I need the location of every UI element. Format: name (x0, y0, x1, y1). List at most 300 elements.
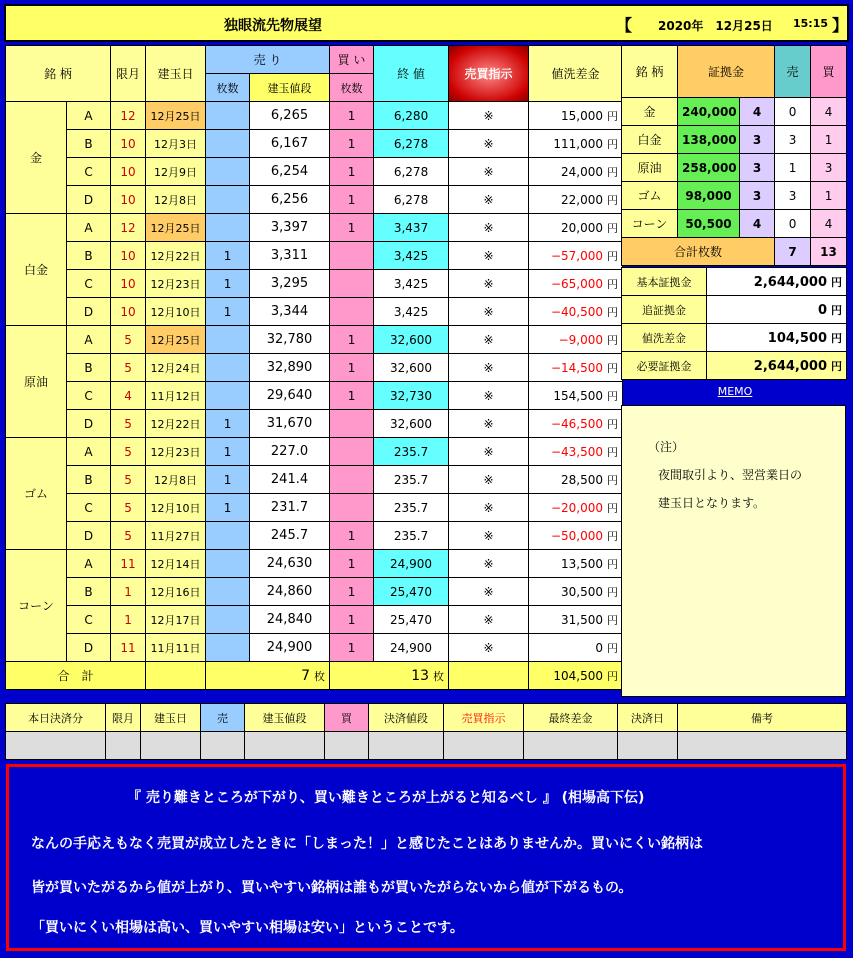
position-price[interactable]: 3,344 (250, 298, 330, 326)
buy-count[interactable]: 1 (330, 354, 374, 382)
margin-sell: 3 (775, 126, 811, 154)
position-date[interactable]: 12月8日 (146, 466, 206, 494)
sell-count[interactable] (206, 130, 250, 158)
contract-month[interactable]: 5 (111, 466, 146, 494)
buy-count[interactable]: 1 (330, 326, 374, 354)
sell-count[interactable] (206, 634, 250, 662)
position-price[interactable]: 241.4 (250, 466, 330, 494)
trade-instruction[interactable]: ※ (449, 326, 529, 354)
buy-count[interactable] (330, 410, 374, 438)
trade-instruction[interactable]: ※ (449, 522, 529, 550)
trade-instruction[interactable]: ※ (449, 606, 529, 634)
margin-commodity: ゴム (622, 182, 678, 210)
sell-count[interactable]: 1 (206, 494, 250, 522)
margin-row (622, 98, 847, 126)
header-kai: 買 い (330, 46, 374, 74)
table-row (6, 606, 623, 634)
table-row (6, 578, 623, 606)
margin-amount: 98,000 (678, 182, 740, 210)
margin-row (622, 154, 847, 182)
yen-unit: 円 (607, 137, 619, 151)
buy-count[interactable]: 1 (330, 634, 374, 662)
table-row (6, 130, 623, 158)
settle-header-1: 本日決済分 (6, 704, 106, 732)
position-date[interactable]: 12月25日 (146, 214, 206, 242)
settle-cell[interactable] (245, 732, 325, 760)
trade-instruction[interactable]: ※ (449, 550, 529, 578)
summary-label: 必要証拠金 (622, 352, 707, 380)
sell-count[interactable]: 1 (206, 298, 250, 326)
position-price[interactable]: 6,167 (250, 130, 330, 158)
contract-code: B (67, 354, 111, 382)
contract-month[interactable]: 12 (111, 214, 146, 242)
settle-cell[interactable] (201, 732, 245, 760)
summary-row (622, 296, 847, 324)
position-price[interactable]: 3,397 (250, 214, 330, 242)
yen-unit: 円 (607, 165, 619, 179)
header-nearai-sakin: 値洗差金 (529, 46, 623, 102)
margin-count: 4 (740, 210, 775, 238)
table-row (6, 634, 623, 662)
header-tateginbi: 建玉日 (146, 46, 206, 102)
position-date[interactable]: 12月9日 (146, 158, 206, 186)
sell-count[interactable]: 1 (206, 466, 250, 494)
settle-cell[interactable] (678, 732, 847, 760)
contract-code: B (67, 578, 111, 606)
close-price: 32,600 (374, 326, 449, 354)
mark-to-market (529, 270, 623, 298)
trade-instruction[interactable]: ※ (449, 186, 529, 214)
total-diff-value: 104,500 (553, 668, 604, 683)
mark-to-market-value: 28,500 (561, 472, 604, 487)
contract-month[interactable]: 5 (111, 326, 146, 354)
yen-unit: 円 (607, 305, 619, 319)
yen-unit: 円 (831, 331, 842, 345)
position-date[interactable]: 11月11日 (146, 634, 206, 662)
total-label: 合 計 (6, 662, 146, 690)
settle-cell[interactable] (6, 732, 106, 760)
yen-unit: 円 (607, 529, 619, 543)
buy-count[interactable] (330, 438, 374, 466)
total-buy-value: 13 (411, 667, 430, 684)
sell-count[interactable] (206, 578, 250, 606)
trade-instruction[interactable]: ※ (449, 354, 529, 382)
date-label: 2020年 12月25日 (658, 19, 773, 33)
buy-count[interactable]: 1 (330, 186, 374, 214)
trade-instruction[interactable]: ※ (449, 242, 529, 270)
position-date[interactable]: 12月23日 (146, 438, 206, 466)
buy-count[interactable] (330, 242, 374, 270)
close-price: 6,278 (374, 130, 449, 158)
trade-instruction[interactable]: ※ (449, 494, 529, 522)
position-date[interactable]: 12月10日 (146, 494, 206, 522)
header-uri-maisu: 枚数 (206, 74, 250, 102)
sell-count[interactable] (206, 326, 250, 354)
buy-count[interactable]: 1 (330, 550, 374, 578)
margin-buy: 1 (811, 126, 847, 154)
table-row (6, 550, 623, 578)
margin-commodity: 金 (622, 98, 678, 126)
mark-to-market-value: 15,000 (561, 108, 604, 123)
position-price[interactable]: 24,900 (250, 634, 330, 662)
contract-month[interactable]: 5 (111, 354, 146, 382)
margin-count: 4 (740, 98, 775, 126)
commodity-name: ゴム (6, 438, 67, 550)
buy-count[interactable]: 1 (330, 102, 374, 130)
date-bracket-open: 【 (616, 16, 633, 35)
position-price[interactable]: 3,311 (250, 242, 330, 270)
close-price: 3,425 (374, 270, 449, 298)
summary-row (622, 268, 847, 296)
close-price: 25,470 (374, 578, 449, 606)
contract-month[interactable]: 10 (111, 270, 146, 298)
position-date[interactable]: 12月25日 (146, 102, 206, 130)
mark-to-market-value: 111,000 (553, 136, 604, 151)
table-row (6, 186, 623, 214)
contract-month[interactable]: 1 (111, 578, 146, 606)
message-line-1: 『 売り難きところが下がり、買い難きところが上がると知るべし 』 (相場高下伝) (127, 790, 645, 806)
settle-cell[interactable] (369, 732, 444, 760)
close-price: 6,280 (374, 102, 449, 130)
contract-month[interactable]: 5 (111, 522, 146, 550)
summary-row (622, 324, 847, 352)
buy-count[interactable] (330, 298, 374, 326)
contract-month[interactable]: 1 (111, 606, 146, 634)
positions-table (5, 45, 623, 690)
summary-value (707, 268, 847, 296)
position-date[interactable]: 11月12日 (146, 382, 206, 410)
close-price: 6,278 (374, 158, 449, 186)
trade-instruction[interactable]: ※ (449, 382, 529, 410)
total-sell-unit: 枚 (314, 669, 326, 683)
position-date[interactable]: 12月22日 (146, 242, 206, 270)
mark-to-market (529, 130, 623, 158)
trade-instruction[interactable]: ※ (449, 298, 529, 326)
yen-unit: 円 (607, 249, 619, 263)
sell-count[interactable] (206, 522, 250, 550)
sell-count[interactable] (206, 354, 250, 382)
memo-title[interactable]: MEMO (717, 385, 753, 398)
contract-code: A (67, 326, 111, 354)
settle-header-5: 建玉値段 (245, 704, 325, 732)
margin-count: 3 (740, 126, 775, 154)
memo-box (621, 405, 846, 697)
settle-cell[interactable] (444, 732, 524, 760)
contract-code: D (67, 634, 111, 662)
position-price[interactable]: 6,254 (250, 158, 330, 186)
position-price[interactable]: 6,256 (250, 186, 330, 214)
buy-count[interactable] (330, 466, 374, 494)
contract-code: A (67, 214, 111, 242)
summary-amount: 0 (817, 302, 827, 318)
mark-to-market-value: −50,000 (550, 528, 604, 543)
contract-code: C (67, 382, 111, 410)
buy-count[interactable] (330, 494, 374, 522)
margin-count: 3 (740, 182, 775, 210)
margin-count: 3 (740, 154, 775, 182)
trade-instruction[interactable]: ※ (449, 214, 529, 242)
position-price[interactable]: 24,840 (250, 606, 330, 634)
table-row (6, 466, 623, 494)
mark-to-market-value: 31,500 (561, 612, 604, 627)
sell-count[interactable] (206, 382, 250, 410)
mark-to-market (529, 578, 623, 606)
yen-unit: 円 (607, 361, 619, 375)
position-price[interactable]: 227.0 (250, 438, 330, 466)
yen-unit: 円 (607, 445, 619, 459)
trade-instruction[interactable]: ※ (449, 466, 529, 494)
contract-month[interactable]: 5 (111, 438, 146, 466)
mark-to-market (529, 550, 623, 578)
trade-instruction[interactable]: ※ (449, 270, 529, 298)
yen-unit: 円 (607, 333, 619, 347)
yen-unit: 円 (607, 221, 619, 235)
position-price[interactable]: 31,670 (250, 410, 330, 438)
margin-amount: 258,000 (678, 154, 740, 182)
trade-instruction[interactable]: ※ (449, 130, 529, 158)
mark-to-market (529, 242, 623, 270)
close-price: 3,425 (374, 298, 449, 326)
message-line-3: 皆が買いたがるから値が上がり、買いやすい銘柄は誰もが買いたがらないから値が下がるもの。 (31, 880, 633, 896)
margin-row (622, 126, 847, 154)
contract-month[interactable]: 10 (111, 242, 146, 270)
margin-buy: 4 (811, 98, 847, 126)
position-price[interactable]: 29,640 (250, 382, 330, 410)
buy-count[interactable]: 1 (330, 522, 374, 550)
margin-total-row (622, 238, 847, 266)
position-date[interactable]: 12月14日 (146, 550, 206, 578)
trade-instruction[interactable]: ※ (449, 438, 529, 466)
settle-header-4: 売 (201, 704, 245, 732)
commodity-name: 金 (6, 102, 67, 214)
yen-unit: 円 (607, 557, 619, 571)
table-row (6, 214, 623, 242)
date-bracket-close: 】 (832, 16, 849, 35)
mark-to-market-value: −57,000 (550, 248, 604, 263)
close-price: 24,900 (374, 550, 449, 578)
contract-code: B (67, 466, 111, 494)
settle-cell[interactable] (106, 732, 141, 760)
mark-to-market (529, 466, 623, 494)
close-price: 32,600 (374, 354, 449, 382)
position-date[interactable]: 12月17日 (146, 606, 206, 634)
buy-count[interactable]: 1 (330, 606, 374, 634)
mark-to-market-value: 24,000 (561, 164, 604, 179)
yen-unit: 円 (607, 613, 619, 627)
trade-instruction[interactable]: ※ (449, 158, 529, 186)
position-date[interactable]: 12月10日 (146, 298, 206, 326)
margin-total-sell: 7 (775, 238, 811, 266)
total-buy (330, 662, 449, 690)
commodity-name: 原油 (6, 326, 67, 438)
settle-header-2: 限月 (106, 704, 141, 732)
sell-count[interactable]: 1 (206, 242, 250, 270)
mark-to-market (529, 354, 623, 382)
commodity-name: コーン (6, 550, 67, 662)
contract-month[interactable]: 12 (111, 102, 146, 130)
sell-count[interactable]: 1 (206, 438, 250, 466)
contract-month[interactable]: 10 (111, 130, 146, 158)
position-date[interactable]: 12月25日 (146, 326, 206, 354)
table-row (6, 522, 623, 550)
summary-table (621, 267, 847, 380)
margin-sell: 0 (775, 210, 811, 238)
settle-cell[interactable] (524, 732, 618, 760)
contract-month[interactable]: 5 (111, 494, 146, 522)
mark-to-market (529, 382, 623, 410)
title-bar (4, 4, 849, 42)
right-header-uri: 売 (775, 46, 811, 98)
margin-sell: 3 (775, 182, 811, 210)
settle-header-6: 買 (325, 704, 369, 732)
buy-count[interactable]: 1 (330, 158, 374, 186)
position-price[interactable]: 245.7 (250, 522, 330, 550)
contract-month[interactable]: 11 (111, 550, 146, 578)
margin-buy: 1 (811, 182, 847, 210)
memo-line-3: 建玉日となります。 (658, 496, 766, 510)
table-row (6, 270, 623, 298)
position-price[interactable]: 24,860 (250, 578, 330, 606)
yen-unit: 円 (831, 275, 842, 289)
mark-to-market-value: 0 (595, 640, 604, 655)
buy-count[interactable]: 1 (330, 214, 374, 242)
buy-count[interactable] (330, 270, 374, 298)
contract-code: D (67, 410, 111, 438)
contract-month[interactable]: 4 (111, 382, 146, 410)
contract-code: A (67, 550, 111, 578)
contract-code: A (67, 102, 111, 130)
table-row (6, 326, 623, 354)
mark-to-market (529, 298, 623, 326)
position-price[interactable]: 231.7 (250, 494, 330, 522)
position-price[interactable]: 24,630 (250, 550, 330, 578)
position-date[interactable]: 12月24日 (146, 354, 206, 382)
trade-instruction[interactable]: ※ (449, 578, 529, 606)
margin-total-buy: 13 (811, 238, 847, 266)
summary-value (707, 324, 847, 352)
contract-month[interactable]: 11 (111, 634, 146, 662)
position-date[interactable]: 12月22日 (146, 410, 206, 438)
message-line-2: なんの手応えもなく売買が成立したときに「しまった！」と感じたことはありませんか。買いにくい銘柄は (31, 836, 703, 852)
close-price: 24,900 (374, 634, 449, 662)
close-price: 25,470 (374, 606, 449, 634)
summary-label: 値洗差金 (622, 324, 707, 352)
margin-row (622, 182, 847, 210)
mark-to-market (529, 102, 623, 130)
total-spacer (449, 662, 529, 690)
mark-to-market-value: 20,000 (561, 220, 604, 235)
table-row (6, 242, 623, 270)
yen-unit: 円 (607, 277, 619, 291)
time-label: 15:15 (793, 17, 829, 30)
summary-label: 追証拠金 (622, 296, 707, 324)
contract-month[interactable]: 10 (111, 186, 146, 214)
yen-unit: 円 (607, 193, 619, 207)
sell-count[interactable] (206, 158, 250, 186)
contract-code: C (67, 158, 111, 186)
header-gengetsu: 限月 (111, 46, 146, 102)
message-line-4: 「買いにくい相場は高い、買いやすい相場は安い」ということです。 (31, 920, 464, 936)
position-date[interactable]: 12月3日 (146, 130, 206, 158)
summary-amount: 104,500 (767, 330, 827, 346)
position-price[interactable]: 32,780 (250, 326, 330, 354)
trade-instruction[interactable]: ※ (449, 410, 529, 438)
table-row (6, 494, 623, 522)
buy-count[interactable]: 1 (330, 382, 374, 410)
sell-count[interactable] (206, 186, 250, 214)
position-date[interactable]: 12月8日 (146, 186, 206, 214)
settle-cell[interactable] (325, 732, 369, 760)
yen-unit: 円 (607, 417, 619, 431)
trade-instruction[interactable]: ※ (449, 102, 529, 130)
yen-unit: 円 (607, 641, 619, 655)
trade-instruction[interactable]: ※ (449, 634, 529, 662)
total-sell (206, 662, 330, 690)
settle-header-9: 最終差金 (524, 704, 618, 732)
sell-count[interactable] (206, 550, 250, 578)
right-header-kai: 買 (811, 46, 847, 98)
margin-buy: 4 (811, 210, 847, 238)
position-date[interactable]: 12月23日 (146, 270, 206, 298)
mark-to-market (529, 214, 623, 242)
buy-count[interactable]: 1 (330, 578, 374, 606)
total-buy-unit: 枚 (433, 669, 445, 683)
sell-count[interactable]: 1 (206, 410, 250, 438)
yen-unit: 円 (607, 389, 619, 403)
summary-value (707, 296, 847, 324)
buy-count[interactable]: 1 (330, 130, 374, 158)
margin-table (621, 45, 847, 266)
mark-to-market (529, 326, 623, 354)
position-price[interactable]: 32,890 (250, 354, 330, 382)
margin-total-label: 合計枚数 (622, 238, 775, 266)
settle-cell[interactable] (618, 732, 678, 760)
contract-month[interactable]: 10 (111, 298, 146, 326)
close-price: 3,425 (374, 242, 449, 270)
header-uri: 売 り (206, 46, 330, 74)
table-row (6, 438, 623, 466)
position-price[interactable]: 3,295 (250, 270, 330, 298)
contract-code: C (67, 606, 111, 634)
mark-to-market-value: −20,000 (550, 500, 604, 515)
sell-count[interactable] (206, 214, 250, 242)
mark-to-market (529, 494, 623, 522)
mark-to-market (529, 158, 623, 186)
right-header-meigara: 銘 柄 (622, 46, 678, 98)
settle-cell[interactable] (141, 732, 201, 760)
commodity-name: 白金 (6, 214, 67, 326)
sell-count[interactable]: 1 (206, 270, 250, 298)
mark-to-market-value: 154,500 (553, 388, 604, 403)
margin-row (622, 210, 847, 238)
close-price: 32,600 (374, 410, 449, 438)
sell-count[interactable] (206, 606, 250, 634)
sell-count[interactable] (206, 102, 250, 130)
contract-code: B (67, 130, 111, 158)
mark-to-market-value: −14,500 (550, 360, 604, 375)
position-price[interactable]: 6,265 (250, 102, 330, 130)
header-meigara: 銘 柄 (6, 46, 111, 102)
position-date[interactable]: 12月16日 (146, 578, 206, 606)
contract-month[interactable]: 5 (111, 410, 146, 438)
contract-month[interactable]: 10 (111, 158, 146, 186)
header-owarine: 終 値 (374, 46, 449, 102)
mark-to-market (529, 438, 623, 466)
margin-commodity: コーン (622, 210, 678, 238)
position-date[interactable]: 11月27日 (146, 522, 206, 550)
summary-value (707, 352, 847, 380)
mark-to-market-value: −43,500 (550, 444, 604, 459)
